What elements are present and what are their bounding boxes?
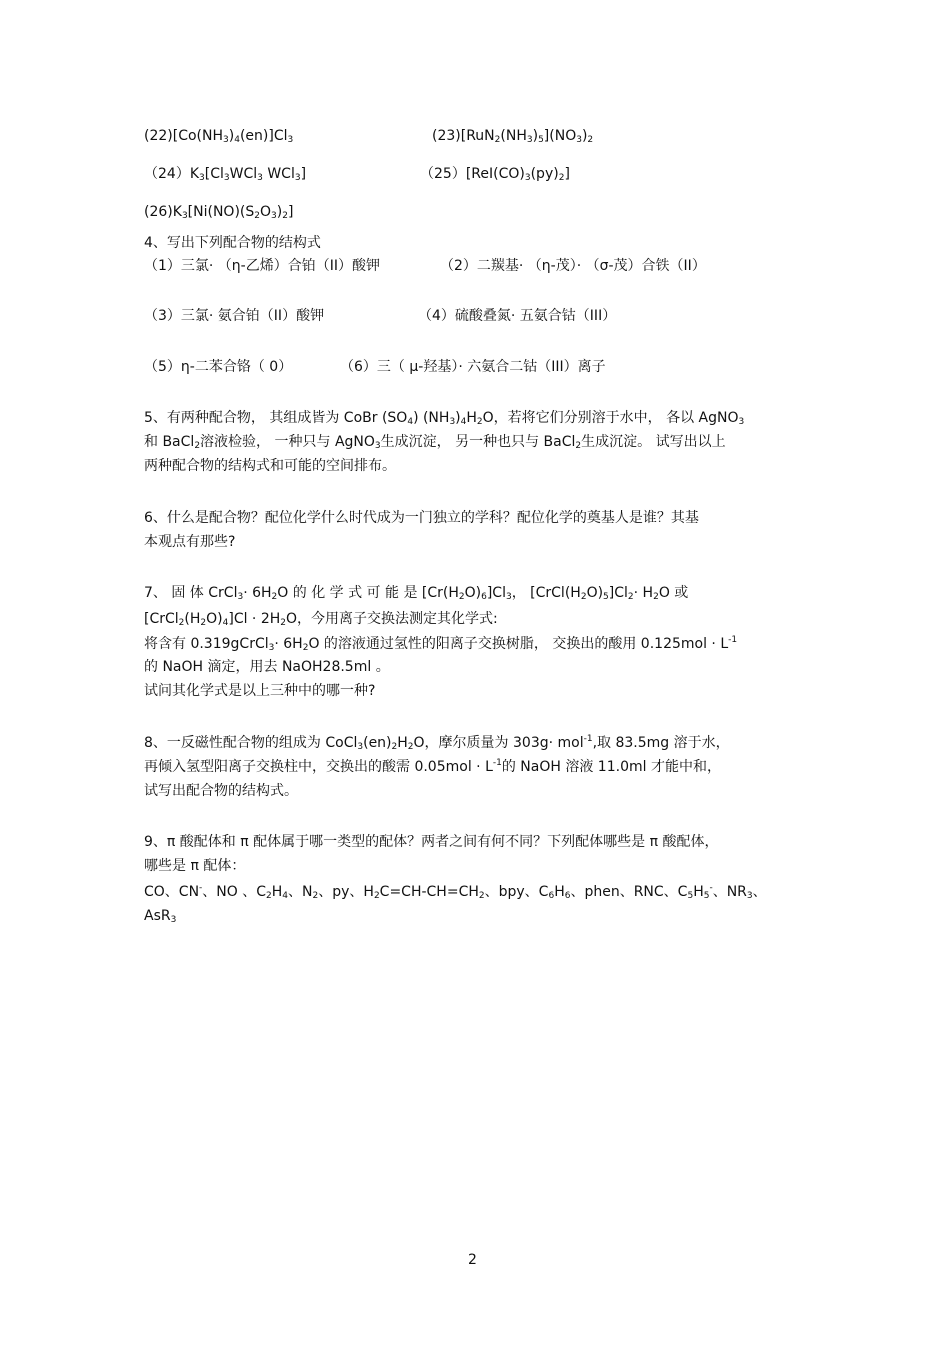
subscript: 5	[603, 592, 609, 602]
text: ) (NH	[413, 410, 450, 426]
q6-line-1: 6、什么是配合物？配位化学什么时代成为一门独立的学科？配位化学的奠基人是谁？其基	[144, 510, 699, 526]
text: H	[554, 884, 565, 900]
subscript: 3	[524, 173, 531, 183]
subscript: 2	[494, 135, 501, 145]
text: 、	[752, 884, 767, 900]
subscript: 2	[653, 592, 659, 602]
text: 7、 固 体 CrCl	[144, 585, 238, 601]
formula-text: [Co(NH	[172, 128, 224, 144]
q7-line-1	[144, 584, 688, 602]
subscript: 3	[268, 643, 275, 653]
text: 、N	[288, 884, 313, 900]
formula-text: [RuN	[460, 128, 495, 144]
subscript: 3	[170, 915, 177, 925]
subscript: 4	[234, 135, 240, 145]
q9-line-2: 哪些是 π 配体：	[144, 858, 246, 874]
text: ]Cl · 2H	[228, 611, 281, 627]
subscript: 2	[280, 618, 287, 628]
subscript: 3	[181, 211, 188, 221]
q4-title: 4、写出下列配合物的结构式	[144, 235, 321, 251]
subscript: 2	[580, 592, 587, 602]
formula-label: （25）	[420, 166, 466, 182]
subscript: 3	[271, 211, 277, 221]
text: · 6H	[243, 585, 272, 601]
formula-label: （24）	[144, 166, 190, 182]
text: (en)	[363, 735, 392, 751]
text: AsR	[144, 908, 171, 924]
text: )	[455, 410, 461, 426]
formula-text: ]	[287, 204, 294, 220]
formula-text: [ReI(CO)	[465, 166, 525, 182]
text: O)	[206, 611, 223, 627]
subscript: 5	[703, 891, 710, 901]
formula-24	[144, 165, 306, 183]
text: ]Cl	[486, 585, 506, 601]
text: [CrCl	[144, 611, 179, 627]
text: H	[397, 735, 408, 751]
subscript: 6	[564, 891, 571, 901]
subscript: 2	[373, 891, 380, 901]
q9-line-3	[144, 883, 767, 901]
text: O，若将它们分别溶于水中， 各以 AgNO	[482, 410, 739, 426]
q4-item-1: （1）三氯· （η-乙烯）合铂（II）酸钾	[144, 258, 380, 274]
subscript: 4	[460, 417, 467, 427]
subscript: 2	[266, 891, 272, 901]
text: CO、CN	[144, 884, 200, 900]
subscript: 2	[627, 592, 634, 602]
text: 将含有 0.319gCrCl	[144, 636, 269, 652]
superscript: -1	[728, 635, 738, 645]
q8-line-2	[144, 758, 721, 776]
text: ,取 83.5mg 溶于水，	[592, 735, 730, 751]
subscript: 3	[237, 592, 244, 602]
subscript: 3	[294, 173, 301, 183]
formula-label: (22)	[144, 128, 173, 144]
superscript: -	[709, 883, 713, 893]
text: 、phen、RNC、C	[570, 884, 688, 900]
text: O)	[586, 585, 604, 601]
text: 生成沉淀， 另一种也只与 BaCl	[380, 434, 576, 450]
subscript: 3	[746, 891, 753, 901]
subscript: 2	[178, 618, 185, 628]
formula-text: ]	[564, 166, 570, 182]
subscript: 2	[587, 135, 594, 145]
subscript: 3	[576, 135, 582, 145]
text: 的 NaOH 溶液 11.0ml 才能中和，	[501, 759, 721, 775]
subscript: 2	[200, 618, 207, 628]
subscript: 3	[374, 441, 381, 451]
q5-line-1	[144, 409, 744, 427]
subscript: 2	[194, 441, 201, 451]
formula-26	[144, 203, 293, 221]
formula-text: ]	[300, 166, 307, 182]
subscript: 3	[199, 173, 205, 183]
q7-line-2	[144, 610, 498, 628]
q4-item-2: （2）二羰基· （η-茂）· （σ-茂）合铁（II）	[440, 258, 706, 274]
formula-label: (26)	[144, 204, 173, 220]
subscript: 2	[558, 173, 565, 183]
formula-text: (py)	[530, 166, 559, 182]
q9-line-4	[144, 907, 176, 925]
q7-line-3	[144, 635, 737, 653]
text: H	[466, 410, 477, 426]
formula-text: [Cl	[204, 166, 224, 182]
formula-text: )	[228, 128, 235, 144]
subscript: 3	[257, 173, 263, 183]
formula-text: [Ni(NO)(S	[187, 204, 255, 220]
subscript: 3	[287, 135, 294, 145]
text: O 的溶液通过氢性的阳离子交换树脂， 交换出的酸用 0.125mol · L	[308, 636, 729, 652]
subscript: 2	[271, 592, 278, 602]
subscript: 2	[407, 742, 414, 752]
superscript: -1	[492, 758, 502, 768]
formula-text: K	[189, 166, 200, 182]
text: 8、一反磁性配合物的组成为 CoCl	[144, 735, 358, 751]
subscript: 3	[449, 417, 456, 427]
formula-text: )	[532, 128, 539, 144]
formula-text: WCl	[229, 166, 258, 182]
text: · 6H	[274, 636, 303, 652]
subscript: 2	[478, 891, 485, 901]
text: H	[271, 884, 283, 900]
subscript: 3	[526, 135, 533, 145]
text: C=CH-CH=CH	[379, 884, 479, 900]
subscript: 2	[476, 417, 483, 427]
subscript: 3	[505, 592, 512, 602]
subscript: 2	[391, 742, 398, 752]
text: 、NR	[712, 884, 747, 900]
text: (H	[184, 611, 201, 627]
q4-item-6: （6）三（ μ-羟基）· 六氨合二钴（III）离子	[340, 359, 606, 375]
q6-line-2: 本观点有那些?	[144, 534, 236, 550]
text: 、py、H	[318, 884, 374, 900]
q8-line-1	[144, 734, 730, 752]
formula-text: ](NO	[543, 128, 577, 144]
text: ， [CrCl(H	[511, 585, 581, 601]
subscript: 2	[254, 211, 260, 221]
text: 溶液检验， 一种只与 AgNO	[200, 434, 375, 450]
q7-line-5: 试问其化学式是以上三种中的哪一种?	[144, 683, 376, 699]
text: 再倾入氢型阳离子交换柱中，交换出的酸需 0.05mol · L	[144, 759, 493, 775]
superscript: -	[199, 883, 203, 893]
formula-label: (23)	[432, 128, 461, 144]
subscript: 6	[548, 891, 555, 901]
text: O)	[464, 585, 482, 601]
q4-item-4: （4）硫酸叠氮· 五氨合钴（III）	[418, 308, 617, 324]
subscript: 3	[223, 173, 230, 183]
formula-text: (en)]Cl	[239, 128, 288, 144]
text: O 的 化 学 式 可 能 是 [Cr(H	[277, 585, 459, 601]
text: · H	[633, 585, 654, 601]
text: ]Cl	[608, 585, 628, 601]
superscript: -1	[583, 734, 593, 744]
subscript: 4	[282, 891, 289, 901]
text: O 或	[658, 585, 689, 601]
q4-item-5: （5）η-二苯合铬（ 0）	[144, 359, 293, 375]
text: O，今用离子交换法测定其化学式:	[286, 611, 498, 627]
formula-text: )	[581, 128, 588, 144]
subscript: 2	[282, 211, 288, 221]
subscript: 2	[575, 441, 582, 451]
subscript: 4	[222, 618, 229, 628]
subscript: 2	[458, 592, 465, 602]
subscript: 3	[357, 742, 364, 752]
text: 、bpy、C	[484, 884, 549, 900]
formula-text: K	[172, 204, 182, 220]
text: 、NO 、C	[202, 884, 267, 900]
q8-line-3: 试写出配合物的结构式。	[144, 783, 298, 799]
subscript: 2	[312, 891, 319, 901]
text: O，摩尔质量为 303g· mol	[413, 735, 584, 751]
q5-line-2	[144, 433, 726, 451]
subscript: 5	[687, 891, 694, 901]
text: 和 BaCl	[144, 434, 195, 450]
formula-text: )	[276, 204, 283, 220]
subscript: 2	[302, 643, 309, 653]
subscript: 3	[223, 135, 229, 145]
q4-item-3: （3）三氯· 氨合铂（II）酸钾	[144, 308, 325, 324]
q9-line-1: 9、π 酸配体和 π 配体属于哪一类型的配体？两者之间有何不同？下列配体哪些是 π 酸配体，	[144, 834, 719, 850]
subscript: 4	[407, 417, 414, 427]
page-number: 2	[468, 1252, 477, 1268]
subscript: 3	[738, 417, 745, 427]
formula-text: O	[260, 204, 272, 220]
subscript: 5	[538, 135, 544, 145]
formula-25	[420, 165, 570, 183]
text: 5、有两种配合物， 其组成皆为 CoBr (SO	[144, 410, 408, 426]
text: 生成沉淀。 试写出以上	[581, 434, 726, 450]
q7-line-4: 的 NaOH 滴定，用去 NaOH28.5ml 。	[144, 659, 390, 675]
subscript: 6	[481, 592, 487, 602]
formula-23	[432, 127, 593, 145]
formula-22	[144, 127, 293, 145]
text: H	[693, 884, 704, 900]
formula-text: (NH	[500, 128, 527, 144]
formula-text: WCl	[262, 166, 295, 182]
q5-line-3: 两种配合物的结构式和可能的空间排布。	[144, 458, 396, 474]
